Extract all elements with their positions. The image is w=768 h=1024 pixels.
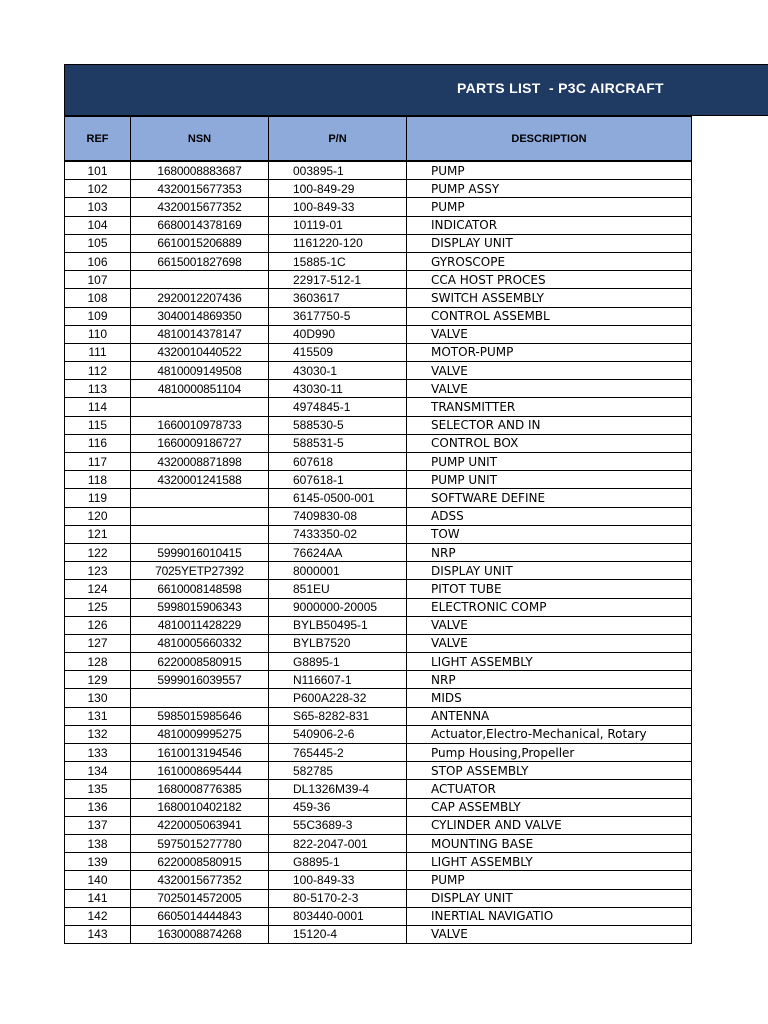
cell-ref: 110 — [65, 325, 131, 343]
cell-ref: 130 — [65, 689, 131, 707]
cell-description: CAP ASSEMBLY — [407, 798, 692, 816]
cell-pn: 582785 — [269, 762, 407, 780]
cell-ref: 143 — [65, 925, 131, 943]
table-row — [65, 925, 692, 943]
cell-pn: 851EU — [269, 580, 407, 598]
cell-description: ADSS — [407, 507, 692, 525]
cell-description: ELECTRONIC COMP — [407, 598, 692, 616]
cell-ref: 121 — [65, 525, 131, 543]
cell-ref: 133 — [65, 744, 131, 762]
cell-description: CYLINDER AND VALVE — [407, 816, 692, 834]
cell-description: NRP — [407, 543, 692, 561]
cell-ref: 103 — [65, 198, 131, 216]
cell-description: CONTROL BOX — [407, 434, 692, 452]
table-row — [65, 889, 692, 907]
cell-ref: 112 — [65, 362, 131, 380]
cell-description: ANTENNA — [407, 707, 692, 725]
cell-description: DISPLAY UNIT — [407, 562, 692, 580]
cell-ref: 118 — [65, 471, 131, 489]
cell-nsn: 7025YETP27392 — [131, 562, 269, 580]
table-row — [65, 507, 692, 525]
table-body — [65, 161, 692, 944]
table-row — [65, 380, 692, 398]
cell-pn: 100-849-33 — [269, 871, 407, 889]
cell-ref: 101 — [65, 161, 131, 180]
table-row — [65, 216, 692, 234]
cell-nsn: 6605014444843 — [131, 907, 269, 925]
cell-description: CONTROL ASSEMBL — [407, 307, 692, 325]
cell-nsn: 3040014869350 — [131, 307, 269, 325]
cell-ref: 124 — [65, 580, 131, 598]
cell-nsn: 1610013194546 — [131, 744, 269, 762]
cell-nsn — [131, 689, 269, 707]
cell-ref: 120 — [65, 507, 131, 525]
cell-pn: 540906-2-6 — [269, 725, 407, 743]
table-row — [65, 834, 692, 852]
table-row — [65, 653, 692, 671]
cell-ref: 129 — [65, 671, 131, 689]
cell-description: VALVE — [407, 925, 692, 943]
cell-description: PUMP UNIT — [407, 453, 692, 471]
table-row — [65, 307, 692, 325]
cell-nsn: 5998015906343 — [131, 598, 269, 616]
table-row — [65, 634, 692, 652]
parts-table — [64, 116, 692, 944]
cell-nsn: 7025014572005 — [131, 889, 269, 907]
cell-nsn: 4320015677352 — [131, 198, 269, 216]
cell-description: PUMP — [407, 161, 692, 180]
cell-ref: 128 — [65, 653, 131, 671]
table-row — [65, 762, 692, 780]
cell-nsn: 4810005660332 — [131, 634, 269, 652]
cell-ref: 137 — [65, 816, 131, 834]
cell-description: CCA HOST PROCES — [407, 271, 692, 289]
cell-pn: 822-2047-001 — [269, 834, 407, 852]
title-banner — [64, 64, 768, 116]
cell-description: DISPLAY UNIT — [407, 889, 692, 907]
cell-description: SOFTWARE DEFINE — [407, 489, 692, 507]
cell-pn: DL1326M39-4 — [269, 780, 407, 798]
cell-pn: 43030-11 — [269, 380, 407, 398]
cell-ref: 116 — [65, 434, 131, 452]
cell-nsn: 4810014378147 — [131, 325, 269, 343]
cell-nsn: 5985015985646 — [131, 707, 269, 725]
cell-ref: 114 — [65, 398, 131, 416]
cell-description: NRP — [407, 671, 692, 689]
table-row — [65, 598, 692, 616]
cell-nsn: 5999016039557 — [131, 671, 269, 689]
cell-pn: 003895-1 — [269, 161, 407, 180]
table-row — [65, 161, 692, 180]
cell-pn: 100-849-29 — [269, 180, 407, 198]
cell-description: INERTIAL NAVIGATIO — [407, 907, 692, 925]
cell-description: PUMP — [407, 198, 692, 216]
cell-nsn — [131, 398, 269, 416]
cell-pn: 43030-1 — [269, 362, 407, 380]
table-row — [65, 580, 692, 598]
cell-pn: 80-5170-2-3 — [269, 889, 407, 907]
cell-description: MOUNTING BASE — [407, 834, 692, 852]
cell-ref: 136 — [65, 798, 131, 816]
cell-description: SWITCH ASSEMBLY — [407, 289, 692, 307]
cell-description: VALVE — [407, 616, 692, 634]
cell-nsn: 6610008148598 — [131, 580, 269, 598]
cell-nsn: 6220008580915 — [131, 653, 269, 671]
cell-description: TRANSMITTER — [407, 398, 692, 416]
cell-pn: 10119-01 — [269, 216, 407, 234]
cell-ref: 140 — [65, 871, 131, 889]
cell-ref: 139 — [65, 853, 131, 871]
table-row — [65, 453, 692, 471]
cell-description: PUMP — [407, 871, 692, 889]
table-row — [65, 471, 692, 489]
cell-pn: 40D990 — [269, 325, 407, 343]
table-row — [65, 853, 692, 871]
cell-pn: 15120-4 — [269, 925, 407, 943]
cell-pn: 459-36 — [269, 798, 407, 816]
cell-nsn: 5999016010415 — [131, 543, 269, 561]
page-title: PARTS LIST - P3C AIRCRAFT — [457, 80, 664, 96]
cell-nsn: 1680008776385 — [131, 780, 269, 798]
cell-pn: BYLB50495-1 — [269, 616, 407, 634]
cell-nsn: 1660010978733 — [131, 416, 269, 434]
cell-description: VALVE — [407, 325, 692, 343]
cell-description: Actuator,Electro-Mechanical, Rotary — [407, 725, 692, 743]
table-row — [65, 816, 692, 834]
cell-nsn: 1630008874268 — [131, 925, 269, 943]
table-row — [65, 362, 692, 380]
cell-pn: P600A228-32 — [269, 689, 407, 707]
cell-description: ACTUATOR — [407, 780, 692, 798]
cell-pn: 7409830-08 — [269, 507, 407, 525]
table-row — [65, 489, 692, 507]
cell-ref: 115 — [65, 416, 131, 434]
cell-nsn: 4320001241588 — [131, 471, 269, 489]
cell-description: VALVE — [407, 380, 692, 398]
cell-ref: 119 — [65, 489, 131, 507]
cell-description: INDICATOR — [407, 216, 692, 234]
cell-pn: 15885-1C — [269, 252, 407, 270]
cell-ref: 122 — [65, 543, 131, 561]
cell-ref: 126 — [65, 616, 131, 634]
cell-nsn — [131, 525, 269, 543]
table-row — [65, 343, 692, 361]
cell-nsn — [131, 271, 269, 289]
table-row — [65, 271, 692, 289]
cell-nsn: 6615001827698 — [131, 252, 269, 270]
cell-nsn: 5975015277780 — [131, 834, 269, 852]
cell-ref: 111 — [65, 343, 131, 361]
cell-description: PUMP UNIT — [407, 471, 692, 489]
cell-pn: 4974845-1 — [269, 398, 407, 416]
cell-pn: BYLB7520 — [269, 634, 407, 652]
cell-pn: 8000001 — [269, 562, 407, 580]
cell-pn: 588530-5 — [269, 416, 407, 434]
cell-pn: 803440-0001 — [269, 907, 407, 925]
table-row — [65, 325, 692, 343]
cell-description: TOW — [407, 525, 692, 543]
table-row — [65, 689, 692, 707]
cell-description: LIGHT ASSEMBLY — [407, 653, 692, 671]
cell-description: DISPLAY UNIT — [407, 234, 692, 252]
table-row — [65, 434, 692, 452]
cell-ref: 135 — [65, 780, 131, 798]
table-row — [65, 289, 692, 307]
table-row — [65, 198, 692, 216]
cell-pn: 607618 — [269, 453, 407, 471]
cell-nsn: 4320015677353 — [131, 180, 269, 198]
cell-nsn: 1660009186727 — [131, 434, 269, 452]
table-row — [65, 780, 692, 798]
cell-ref: 134 — [65, 762, 131, 780]
cell-description: PITOT TUBE — [407, 580, 692, 598]
cell-nsn — [131, 507, 269, 525]
cell-description: LIGHT ASSEMBLY — [407, 853, 692, 871]
cell-pn: N116607-1 — [269, 671, 407, 689]
cell-description: SELECTOR AND IN — [407, 416, 692, 434]
column-header-description: DESCRIPTION — [407, 117, 692, 162]
cell-pn: 1161220-120 — [269, 234, 407, 252]
cell-pn: 100-849-33 — [269, 198, 407, 216]
cell-description: MIDS — [407, 689, 692, 707]
cell-pn: 6145-0500-001 — [269, 489, 407, 507]
cell-pn: 3603617 — [269, 289, 407, 307]
table-row — [65, 744, 692, 762]
cell-description: VALVE — [407, 634, 692, 652]
cell-ref: 117 — [65, 453, 131, 471]
cell-pn: 765445-2 — [269, 744, 407, 762]
cell-pn: 55C3689-3 — [269, 816, 407, 834]
cell-pn: 607618-1 — [269, 471, 407, 489]
cell-nsn: 6220008580915 — [131, 853, 269, 871]
cell-nsn: 6610015206889 — [131, 234, 269, 252]
cell-ref: 125 — [65, 598, 131, 616]
cell-ref: 109 — [65, 307, 131, 325]
table-row — [65, 416, 692, 434]
cell-nsn: 4320008871898 — [131, 453, 269, 471]
cell-description: MOTOR-PUMP — [407, 343, 692, 361]
cell-ref: 132 — [65, 725, 131, 743]
column-header-pn: P/N — [269, 117, 407, 162]
table-row — [65, 798, 692, 816]
cell-ref: 127 — [65, 634, 131, 652]
cell-description: PUMP ASSY — [407, 180, 692, 198]
cell-pn: 9000000-20005 — [269, 598, 407, 616]
cell-nsn — [131, 489, 269, 507]
cell-pn: 415509 — [269, 343, 407, 361]
cell-nsn: 1610008695444 — [131, 762, 269, 780]
cell-ref: 141 — [65, 889, 131, 907]
table-row — [65, 398, 692, 416]
table-row — [65, 725, 692, 743]
table-row — [65, 234, 692, 252]
table-row — [65, 252, 692, 270]
table-row — [65, 671, 692, 689]
table-row — [65, 543, 692, 561]
cell-pn: 7433350-02 — [269, 525, 407, 543]
cell-pn: G8895-1 — [269, 653, 407, 671]
cell-ref: 113 — [65, 380, 131, 398]
column-header-ref: REF — [65, 117, 131, 162]
cell-ref: 138 — [65, 834, 131, 852]
cell-nsn: 4320010440522 — [131, 343, 269, 361]
cell-nsn: 2920012207436 — [131, 289, 269, 307]
cell-ref: 106 — [65, 252, 131, 270]
cell-ref: 123 — [65, 562, 131, 580]
cell-nsn: 4810000851104 — [131, 380, 269, 398]
cell-description: GYROSCOPE — [407, 252, 692, 270]
cell-pn: G8895-1 — [269, 853, 407, 871]
column-header-nsn: NSN — [131, 117, 269, 162]
cell-pn: 3617750-5 — [269, 307, 407, 325]
cell-ref: 107 — [65, 271, 131, 289]
cell-nsn: 1680010402182 — [131, 798, 269, 816]
table-row — [65, 180, 692, 198]
cell-description: STOP ASSEMBLY — [407, 762, 692, 780]
cell-pn: S65-8282-831 — [269, 707, 407, 725]
cell-description: VALVE — [407, 362, 692, 380]
table-row — [65, 871, 692, 889]
cell-ref: 142 — [65, 907, 131, 925]
cell-pn: 588531-5 — [269, 434, 407, 452]
cell-description: Pump Housing,Propeller — [407, 744, 692, 762]
table-row — [65, 562, 692, 580]
cell-ref: 102 — [65, 180, 131, 198]
table-row — [65, 907, 692, 925]
cell-nsn: 4810011428229 — [131, 616, 269, 634]
cell-nsn: 6680014378169 — [131, 216, 269, 234]
cell-nsn: 4810009995275 — [131, 725, 269, 743]
cell-ref: 105 — [65, 234, 131, 252]
cell-pn: 22917-512-1 — [269, 271, 407, 289]
table-row — [65, 707, 692, 725]
cell-ref: 108 — [65, 289, 131, 307]
cell-nsn: 4320015677352 — [131, 871, 269, 889]
cell-nsn: 4810009149508 — [131, 362, 269, 380]
cell-pn: 76624AA — [269, 543, 407, 561]
cell-nsn: 1680008883687 — [131, 161, 269, 180]
cell-nsn: 4220005063941 — [131, 816, 269, 834]
cell-ref: 104 — [65, 216, 131, 234]
cell-ref: 131 — [65, 707, 131, 725]
table-row — [65, 525, 692, 543]
header-row — [65, 117, 692, 162]
table-row — [65, 616, 692, 634]
